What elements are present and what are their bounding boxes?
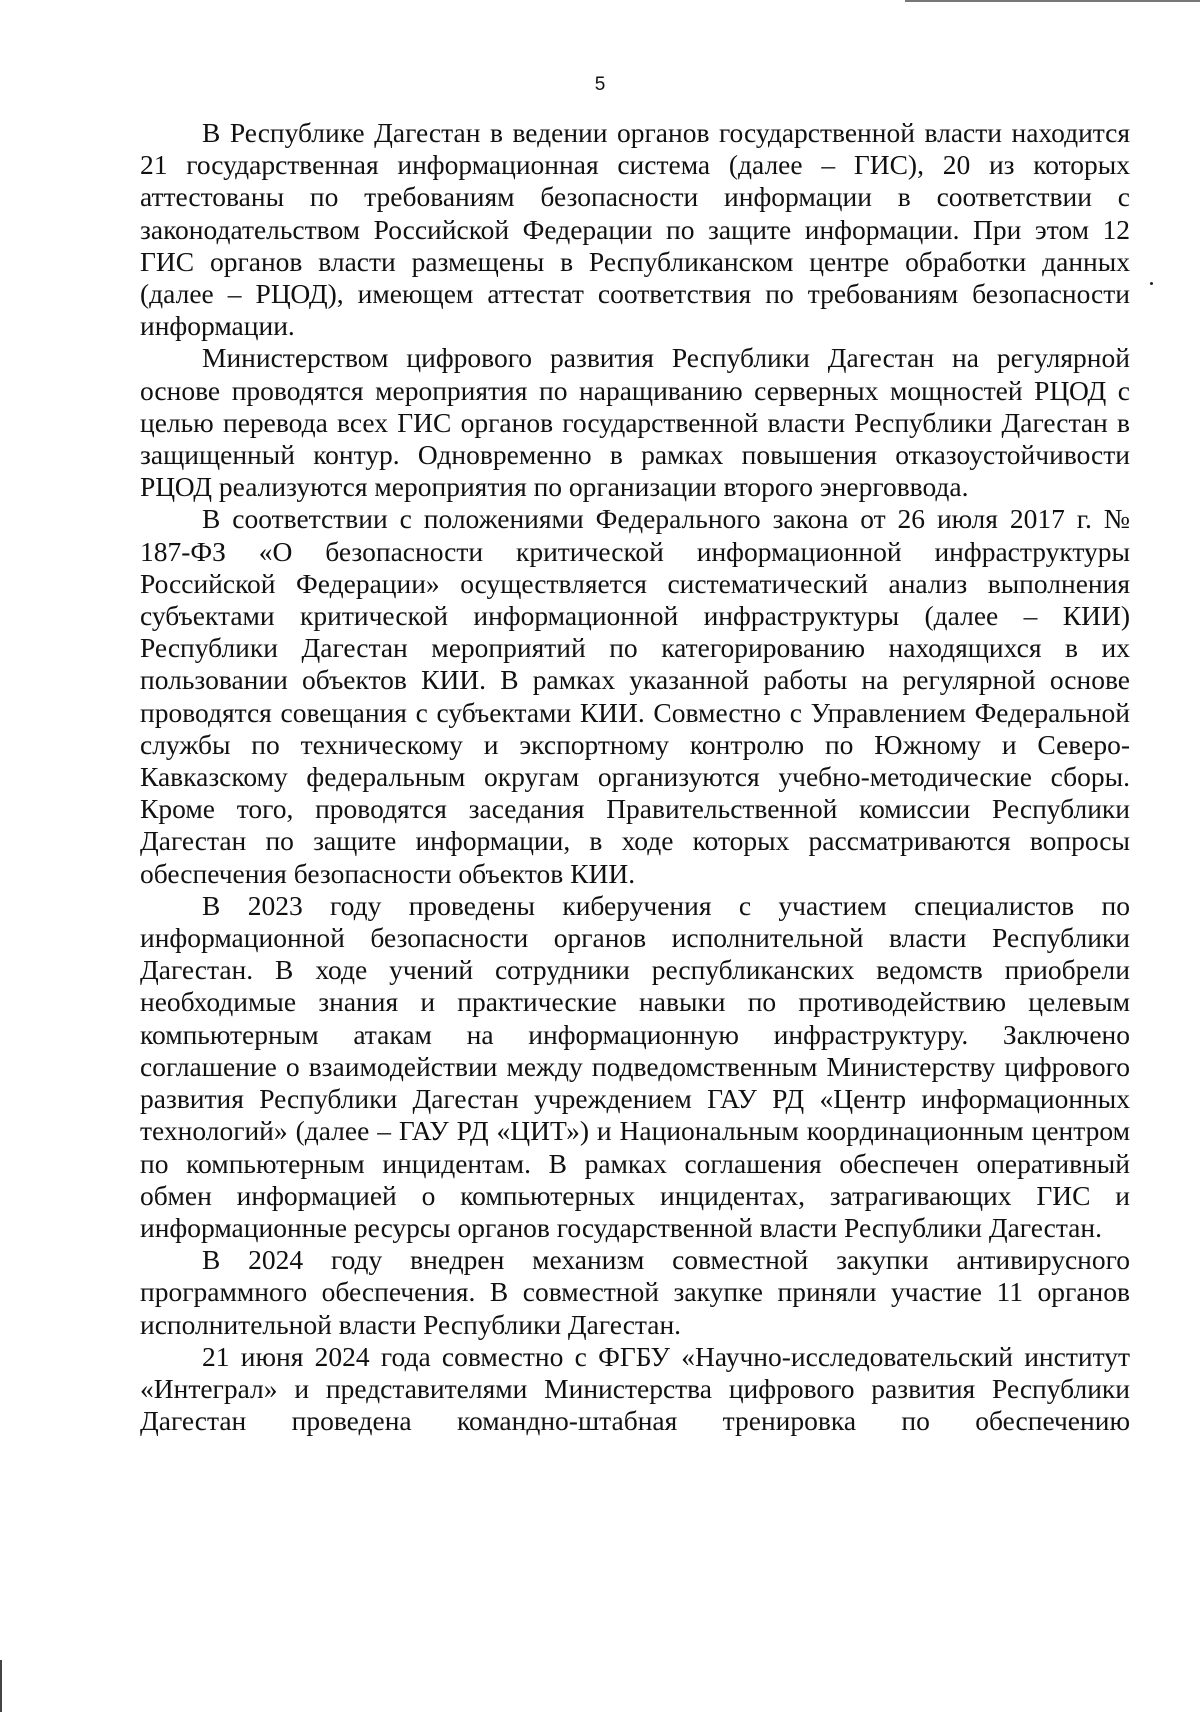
scan-dust-speck <box>1150 282 1153 285</box>
scan-top-edge-line <box>905 0 1200 2</box>
paragraph-command-staff-training: 21 июня 2024 года совместно с ФГБУ «Научно-исследовательский институт «Интеграл» и представителями Министерства цифрового развития Республики Дагестан проведена командно-штабная тренировка по обеспечению <box>140 1340 1130 1437</box>
paragraph-kii-federal-law: В соответствии с положениями Федерального закона от 26 июля 2017 г. № 187-ФЗ «О безопасности критической информационной инфраструктуры Российской Федерации» осуществляется систематический анализ выполнения субъектами критической информационной инфраструктуры (далее – КИИ) Республики Дагестан мероприятий по категорированию находящихся в их пользовании объектов КИИ. В рамках указанной работы на регулярной основе проводятся совещания с субъектами КИИ. Совместно с Управлением Федеральной службы по техническому и экспортному контролю по Южному и Северо-Кавказскому федеральным округам организуются учебно-методические сборы. Кроме того, проводятся заседания Правительственной комиссии Республики Дагестан по защите информации, в ходе которых рассматриваются вопросы обеспечения безопасности объектов КИИ. <box>140 503 1130 889</box>
page-number: 5 <box>594 74 606 95</box>
scan-left-edge-mark <box>0 1660 2 1712</box>
paragraph-rcod-capacity: Министерством цифрового развития Республики Дагестан на регулярной основе проводятся мероприятия по наращиванию серверных мощностей РЦОД с целью перевода всех ГИС органов государственной власти Республики Дагестан в защищенный контур. Одновременно в рамках повышения отказоустойчивости РЦОД реализуются мероприятия по организации второго энерговвода. <box>140 342 1130 503</box>
paragraph-gis-attestation: В Республике Дагестан в ведении органов государственной власти находится 21 государственная информационная система (далее – ГИС), 20 из которых аттестованы по требованиям безопасности информации в соответствии с законодательством Российской Федерации по защите информации. При этом 12 ГИС органов власти размещены в Республиканском центре обработки данных (далее – РЦОД), имеющем аттестат соответствия по требованиям безопасности информации. <box>140 117 1130 342</box>
document-body <box>140 117 1130 1437</box>
paragraph-antivirus-procurement-2024: В 2024 году внедрен механизм совместной закупки антивирусного программного обеспечения. В совместной закупке приняли участие 11 органов исполнительной власти Республики Дагестан. <box>140 1244 1130 1340</box>
paragraph-cyber-exercises-2023: В 2023 году проведены киберучения с участием специалистов по информационной безопасности органов исполнительной власти Республики Дагестан. В ходе учений сотрудники республиканских ведомств приобрели необходимые знания и практические навыки по противодействию целевым компьютерным атакам на информационную инфраструктуру. Заключено соглашение о взаимодействии между подведомственным Министерству цифрового развития Республики Дагестан учреждением ГАУ РД «Центр информационных технологий» (далее – ГАУ РД «ЦИТ») и Национальным координационным центром по компьютерным инцидентам. В рамках соглашения обеспечен оперативный обмен информацией о компьютерных инцидентах, затрагивающих ГИС и информационные ресурсы органов государственной власти Республики Дагестан. <box>140 889 1130 1243</box>
